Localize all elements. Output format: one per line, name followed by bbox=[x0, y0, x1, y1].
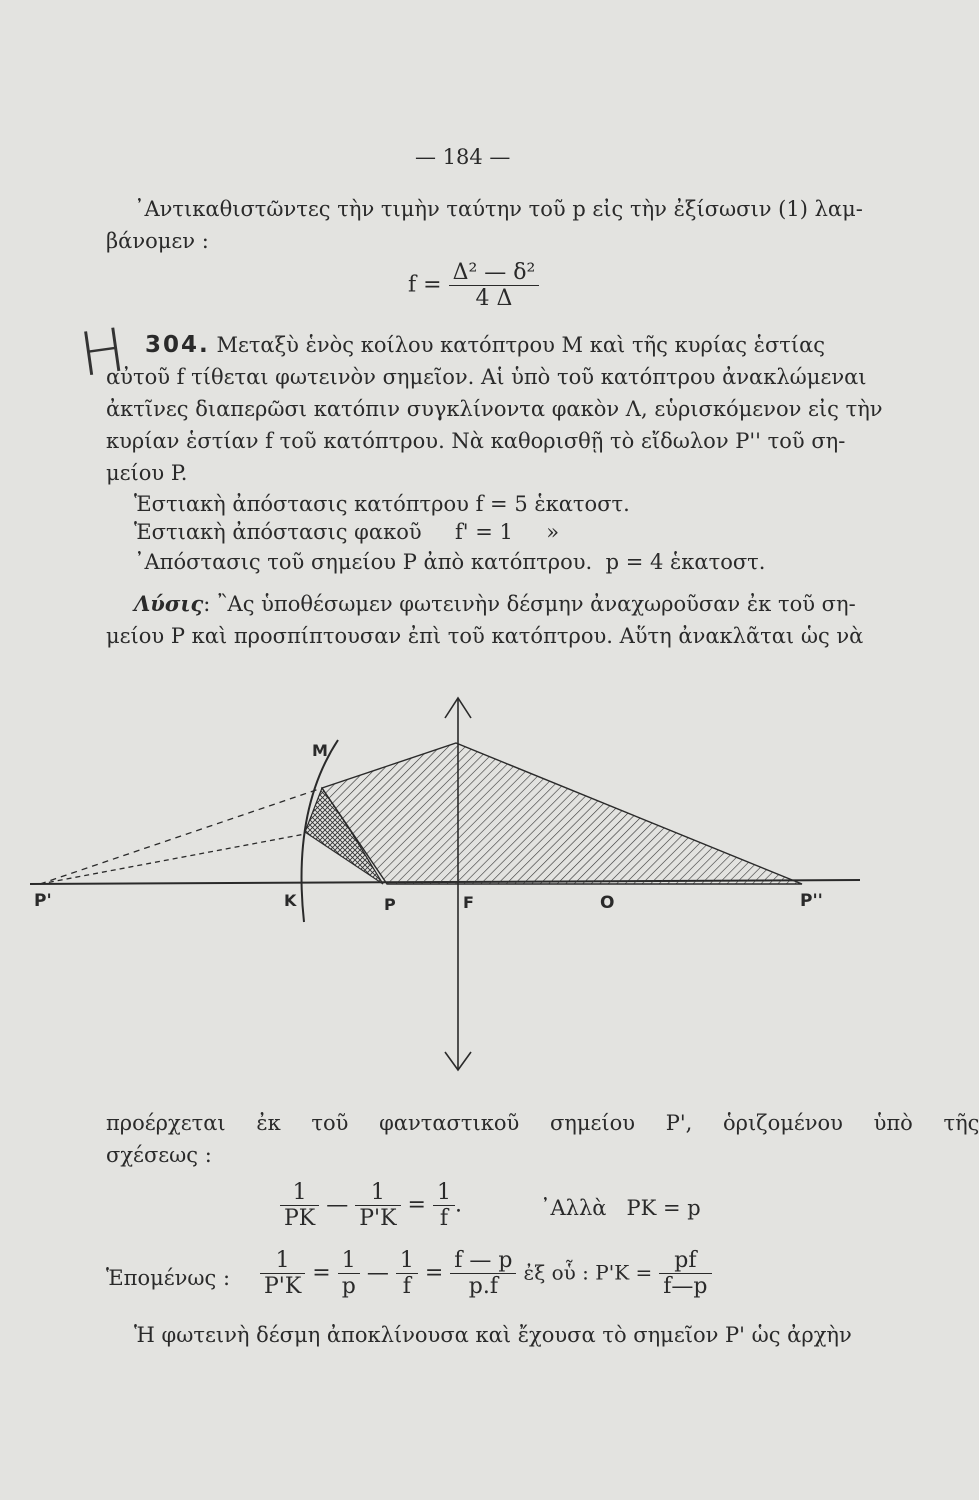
reflected-beam-hatched bbox=[322, 743, 802, 884]
given-mirror-focal: Ἑστιακὴ ἀπόστασις κατόπτρου f = 5 ἑκατοστ. bbox=[134, 492, 630, 516]
after-line-2: σχέσεως : bbox=[106, 1143, 212, 1167]
label-o: O bbox=[600, 893, 615, 913]
solution-label: Λύσις bbox=[134, 591, 204, 616]
eq1-den-3: f bbox=[439, 1206, 449, 1231]
eq1-frac-3 bbox=[433, 1180, 455, 1231]
eq2-label: Ἑπομένως : bbox=[106, 1266, 231, 1290]
formula-f-fraction bbox=[449, 260, 540, 311]
virtual-ray-lower bbox=[40, 834, 305, 884]
eq2-frac-5 bbox=[659, 1248, 711, 1299]
label-p: P bbox=[384, 895, 396, 914]
eq1-dot: . bbox=[454, 1192, 462, 1218]
eq1-equals: = bbox=[407, 1192, 426, 1218]
label-f: F bbox=[463, 893, 474, 912]
label-k: K bbox=[284, 891, 297, 910]
eq1-alla: ᾿Αλλὰ PK = p bbox=[540, 1196, 701, 1220]
eq2-equals-1: = bbox=[312, 1260, 331, 1286]
eq2-den-3: f bbox=[402, 1274, 411, 1299]
formula-f-lhs: f = bbox=[408, 272, 442, 298]
label-p-prime: P' bbox=[34, 891, 52, 911]
eq1-num-1: 1 bbox=[280, 1180, 319, 1206]
eq2-frac-4 bbox=[450, 1248, 516, 1299]
eq2-den-2: p bbox=[341, 1274, 356, 1299]
last-line: Ἡ φωτεινὴ δέσμη ἀποκλίνουσα καὶ ἔχουσα τὸ σημεῖον P' ὡς ἀρχὴν bbox=[134, 1323, 852, 1347]
eq2-minus: — bbox=[366, 1260, 389, 1286]
formula-f-denominator: 4 Δ bbox=[475, 286, 513, 311]
solution-line-2: μείου P καὶ προσπίπτουσαν ἐπὶ τοῦ κατόπτρου. Αὕτη ἀνακλᾶται ὡς νὰ bbox=[106, 624, 864, 648]
eq2-num-1: 1 bbox=[260, 1248, 305, 1274]
given-point-distance: ᾿Απόστασις τοῦ σημείου P ἀπὸ κατόπτρου. p = 4 ἑκατοστ. bbox=[134, 550, 766, 574]
problem-line-3: ἀκτῖνες διαπερῶσι κατόπιν συγκλίνοντα φακὸν Λ, εὑρισκόμενον εἰς τὴν bbox=[106, 397, 883, 421]
handwritten-margin-mark: H bbox=[75, 315, 130, 391]
eq1-num-2: 1 bbox=[355, 1180, 400, 1206]
eq1-frac-2 bbox=[355, 1180, 400, 1231]
problem-line-4: κυρίαν ἑστίαν f τοῦ κατόπτρου. Νὰ καθορισθῇ τὸ εἴδωλον P'' τοῦ ση- bbox=[106, 429, 846, 453]
equation-2 bbox=[260, 1248, 712, 1299]
equation-1 bbox=[280, 1180, 462, 1231]
eq2-frac-3 bbox=[396, 1248, 418, 1299]
eq2-num-3: 1 bbox=[396, 1248, 418, 1274]
label-mirror: M bbox=[312, 741, 328, 760]
problem-line-1 bbox=[145, 334, 825, 357]
eq1-minus: — bbox=[326, 1192, 349, 1218]
eq2-ex-ou: ἐξ οὗ : P'K = bbox=[523, 1260, 653, 1285]
problem-line-5: μείου P. bbox=[106, 461, 188, 485]
eq2-den-1: P'K bbox=[264, 1274, 302, 1299]
page-number: — 184 — bbox=[415, 145, 511, 169]
optics-diagram bbox=[0, 660, 868, 1120]
problem-line-1-text: Μεταξὺ ἑνὸς κοίλου κατόπτρου Μ καὶ τῆς κυρίας ἑστίας bbox=[216, 333, 826, 357]
given-lens-focal: Ἑστιακὴ ἀπόστασις φακοῦ f' = 1 » bbox=[134, 520, 560, 544]
eq1-den-1: PK bbox=[284, 1206, 316, 1231]
eq1-frac-1 bbox=[280, 1180, 319, 1231]
problem-number: 304. bbox=[145, 332, 210, 358]
formula-f bbox=[408, 260, 539, 311]
label-p-double: P'' bbox=[800, 891, 823, 911]
eq2-den-4: p.f bbox=[468, 1274, 498, 1299]
solution-line-1-text: : ῍Ας ὑποθέσωμεν φωτεινὴν δέσμην ἀναχωροῦσαν ἐκ τοῦ ση- bbox=[203, 592, 856, 616]
eq2-frac-1 bbox=[260, 1248, 305, 1299]
problem-line-2: αὐτοῦ f τίθεται φωτεινὸν σημεῖον. Αἱ ὑπὸ τοῦ κατόπτρου ἀνακλώμεναι bbox=[106, 365, 867, 389]
eq2-num-5: pf bbox=[659, 1248, 711, 1274]
formula-f-numerator: Δ² — δ² bbox=[449, 260, 540, 286]
eq1-num-3: 1 bbox=[433, 1180, 455, 1206]
eq2-equals-2: = bbox=[424, 1260, 444, 1286]
eq2-frac-2 bbox=[338, 1248, 360, 1299]
solution-line-1 bbox=[134, 593, 856, 615]
eq2-den-5: f—p bbox=[663, 1274, 708, 1299]
eq1-den-2: P'K bbox=[359, 1206, 397, 1231]
intro-line-1: ᾿Αντικαθιστῶντες τὴν τιμὴν ταύτην τοῦ p εἰς τὴν ἐξίσωσιν (1) λαμ- bbox=[134, 197, 863, 221]
after-line-1: προέρχεται ἐκ τοῦ φανταστικοῦ σημείου P', ὁριζομένου ὑπὸ τῆς bbox=[106, 1111, 979, 1135]
intro-line-2: βάνομεν : bbox=[106, 229, 209, 253]
eq2-num-2: 1 bbox=[338, 1248, 360, 1274]
virtual-ray-upper bbox=[40, 788, 322, 884]
eq2-num-4: f — p bbox=[450, 1248, 516, 1274]
